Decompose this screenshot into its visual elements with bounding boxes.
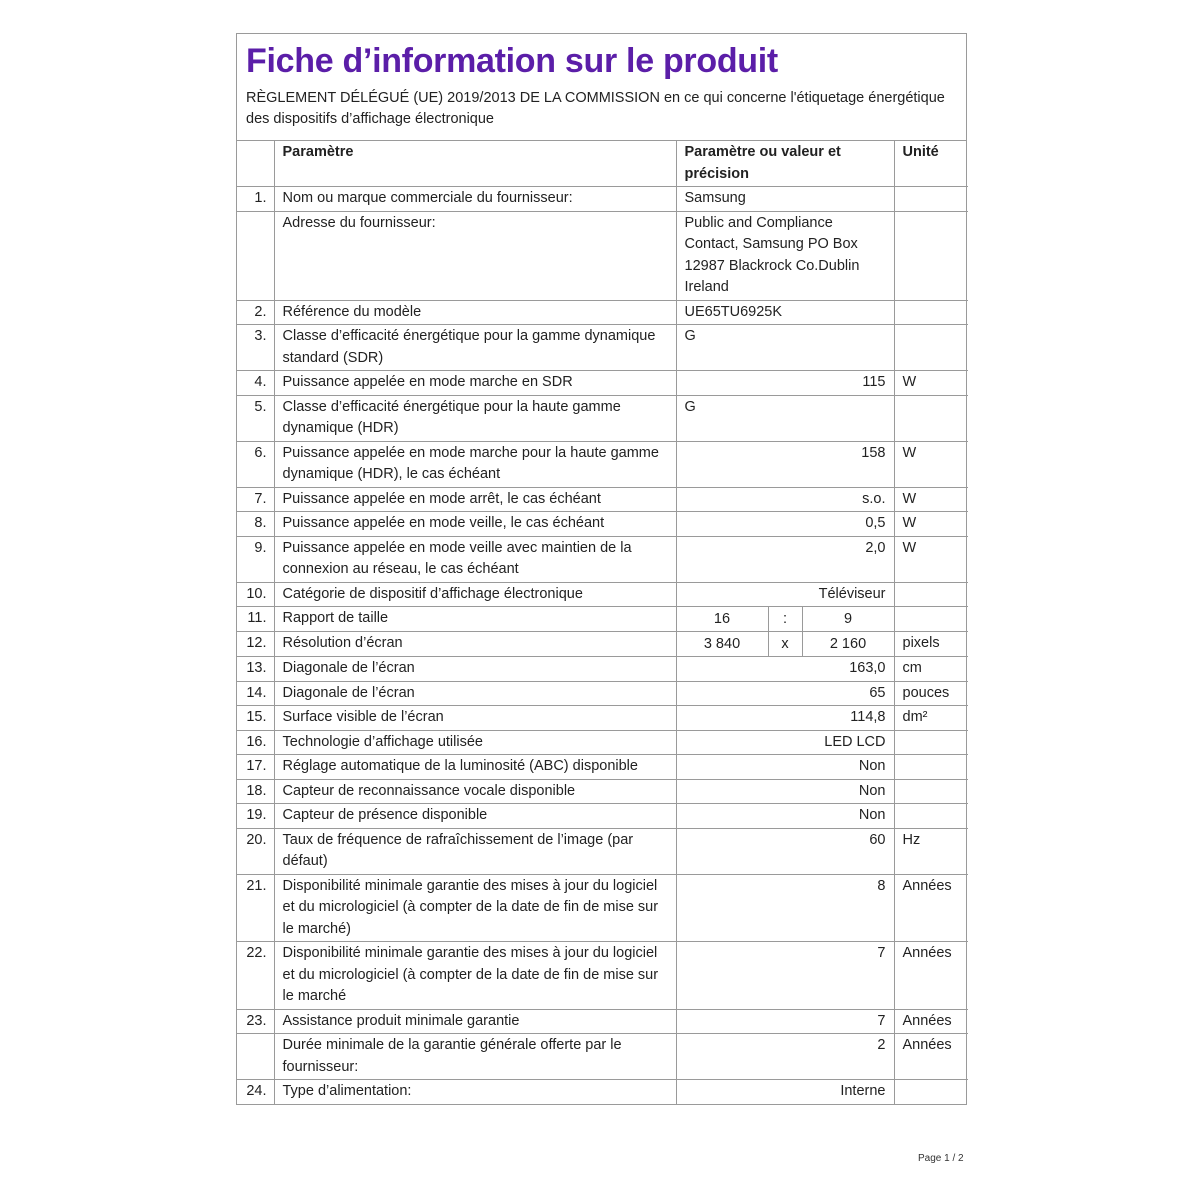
page-title: Fiche d’information sur le produit <box>246 42 778 80</box>
table-row <box>237 371 968 396</box>
row-value: Public and Compliance Contact, Samsung PO Box 12987 Blackrock Co.Dublin Ireland <box>676 211 894 300</box>
row-value: LED LCD <box>676 730 894 755</box>
row-unit: W <box>894 536 968 582</box>
row-value <box>676 632 894 657</box>
row-parameter: Catégorie de dispositif d’affichage électronique <box>274 582 676 607</box>
row-value: 2,0 <box>676 536 894 582</box>
header-unit: Unité <box>894 141 968 187</box>
row-parameter: Capteur de présence disponible <box>274 804 676 829</box>
row-value: 114,8 <box>676 706 894 731</box>
row-value: G <box>676 395 894 441</box>
row-number: 21. <box>237 874 274 942</box>
row-value: G <box>676 325 894 371</box>
row-unit: W <box>894 487 968 512</box>
table-row <box>237 512 968 537</box>
row-unit <box>894 1080 968 1104</box>
row-number: 6. <box>237 441 274 487</box>
row-number <box>237 211 274 300</box>
row-parameter: Classe d’efficacité énergétique pour la haute gamme dynamique (HDR) <box>274 395 676 441</box>
row-parameter: Type d’alimentation: <box>274 1080 676 1104</box>
row-parameter: Durée minimale de la garantie générale offerte par le fournisseur: <box>274 1034 676 1080</box>
parameters-table <box>237 141 968 1104</box>
row-parameter: Disponibilité minimale garantie des mises à jour du logiciel et du micrologiciel (à compter de la date de fin de mise sur le marché <box>274 942 676 1010</box>
row-value-second: 9 <box>843 611 853 627</box>
table-row <box>237 632 968 657</box>
row-number: 8. <box>237 512 274 537</box>
row-value-second: 2 160 <box>829 636 867 652</box>
row-parameter: Puissance appelée en mode arrêt, le cas échéant <box>274 487 676 512</box>
row-unit: Années <box>894 1034 968 1080</box>
row-unit: W <box>894 371 968 396</box>
row-value-first: 16 <box>677 607 769 631</box>
row-number: 9. <box>237 536 274 582</box>
row-number: 1. <box>237 187 274 212</box>
row-number <box>237 1034 274 1080</box>
table-row <box>237 187 968 212</box>
table-row <box>237 942 968 1010</box>
row-value: Interne <box>676 1080 894 1104</box>
row-number: 19. <box>237 804 274 829</box>
row-number: 2. <box>237 300 274 325</box>
row-value: Non <box>676 755 894 780</box>
row-unit <box>894 804 968 829</box>
row-number: 16. <box>237 730 274 755</box>
table-row <box>237 582 968 607</box>
row-number: 10. <box>237 582 274 607</box>
row-value-separator: : <box>769 607 803 631</box>
table-header-row <box>237 141 968 187</box>
row-parameter: Diagonale de l’écran <box>274 657 676 682</box>
row-value: 8 <box>676 874 894 942</box>
row-unit: W <box>894 512 968 537</box>
row-parameter: Nom ou marque commerciale du fournisseur: <box>274 187 676 212</box>
parameters-table-body <box>237 141 968 1104</box>
row-parameter: Disponibilité minimale garantie des mises à jour du logiciel et du micrologiciel (à compter de la date de fin de mise sur le marché) <box>274 874 676 942</box>
row-unit <box>894 730 968 755</box>
row-parameter: Taux de fréquence de rafraîchissement de l’image (par défaut) <box>274 828 676 874</box>
row-value: 65 <box>676 681 894 706</box>
table-row <box>237 755 968 780</box>
row-unit: Années <box>894 1009 968 1034</box>
row-parameter: Résolution d’écran <box>274 632 676 657</box>
row-unit <box>894 607 968 632</box>
row-value-first: 3 840 <box>677 632 769 656</box>
table-row <box>237 536 968 582</box>
row-unit: Années <box>894 874 968 942</box>
table-row <box>237 1080 968 1104</box>
header-num-cell <box>237 141 274 187</box>
table-row <box>237 395 968 441</box>
row-unit: pouces <box>894 681 968 706</box>
row-value-split <box>677 632 894 656</box>
row-value: UE65TU6925K <box>676 300 894 325</box>
row-number: 5. <box>237 395 274 441</box>
table-row <box>237 487 968 512</box>
row-value: 2 <box>676 1034 894 1080</box>
table-row <box>237 607 968 632</box>
row-number: 4. <box>237 371 274 396</box>
row-number: 7. <box>237 487 274 512</box>
table-row <box>237 300 968 325</box>
row-number: 14. <box>237 681 274 706</box>
page-number: Page 1 / 2 <box>918 1153 964 1164</box>
table-row <box>237 730 968 755</box>
row-unit <box>894 395 968 441</box>
row-unit <box>894 582 968 607</box>
row-unit <box>894 779 968 804</box>
row-unit <box>894 325 968 371</box>
row-value-split <box>677 607 894 631</box>
row-parameter: Rapport de taille <box>274 607 676 632</box>
row-parameter: Référence du modèle <box>274 300 676 325</box>
table-row <box>237 828 968 874</box>
row-unit: W <box>894 441 968 487</box>
row-value: 115 <box>676 371 894 396</box>
row-number: 17. <box>237 755 274 780</box>
row-parameter: Surface visible de l’écran <box>274 706 676 731</box>
table-row <box>237 211 968 300</box>
row-parameter: Classe d’efficacité énergétique pour la gamme dynamique standard (SDR) <box>274 325 676 371</box>
row-parameter: Puissance appelée en mode veille avec maintien de la connexion au réseau, le cas échéant <box>274 536 676 582</box>
table-row <box>237 681 968 706</box>
table-row <box>237 657 968 682</box>
table-row <box>237 706 968 731</box>
sheet-header <box>237 34 966 141</box>
table-row <box>237 804 968 829</box>
row-parameter: Puissance appelée en mode marche pour la haute gamme dynamique (HDR), le cas échéant <box>274 441 676 487</box>
row-unit: Années <box>894 942 968 1010</box>
table-row <box>237 779 968 804</box>
table-row <box>237 325 968 371</box>
row-unit: Hz <box>894 828 968 874</box>
row-unit <box>894 211 968 300</box>
row-value: 163,0 <box>676 657 894 682</box>
row-parameter: Technologie d’affichage utilisée <box>274 730 676 755</box>
row-unit: cm <box>894 657 968 682</box>
row-parameter: Adresse du fournisseur: <box>274 211 676 300</box>
row-unit <box>894 187 968 212</box>
row-value: s.o. <box>676 487 894 512</box>
table-row <box>237 1009 968 1034</box>
row-parameter: Réglage automatique de la luminosité (ABC) disponible <box>274 755 676 780</box>
row-unit: pixels <box>894 632 968 657</box>
row-value: Téléviseur <box>676 582 894 607</box>
row-value: 7 <box>676 1009 894 1034</box>
row-value: 158 <box>676 441 894 487</box>
row-unit: dm² <box>894 706 968 731</box>
table-row <box>237 1034 968 1080</box>
row-unit <box>894 755 968 780</box>
product-information-sheet <box>236 33 967 1105</box>
row-number: 12. <box>237 632 274 657</box>
row-number: 11. <box>237 607 274 632</box>
row-parameter: Puissance appelée en mode veille, le cas échéant <box>274 512 676 537</box>
row-value: 7 <box>676 942 894 1010</box>
row-parameter: Puissance appelée en mode marche en SDR <box>274 371 676 396</box>
row-value <box>676 607 894 632</box>
row-parameter: Capteur de reconnaissance vocale disponible <box>274 779 676 804</box>
row-number: 15. <box>237 706 274 731</box>
regulation-text: RÈGLEMENT DÉLÉGUÉ (UE) 2019/2013 DE LA COMMISSION en ce qui concerne l'étiquetage énergétique des dispositifs d’affichage électronique <box>246 90 945 127</box>
row-number: 24. <box>237 1080 274 1104</box>
row-number: 23. <box>237 1009 274 1034</box>
row-number: 22. <box>237 942 274 1010</box>
row-value-separator: x <box>769 632 803 656</box>
row-value: 0,5 <box>676 512 894 537</box>
row-value: Non <box>676 804 894 829</box>
row-number: 18. <box>237 779 274 804</box>
table-row <box>237 441 968 487</box>
row-unit <box>894 300 968 325</box>
row-parameter: Diagonale de l’écran <box>274 681 676 706</box>
row-value: Samsung <box>676 187 894 212</box>
header-parameter: Paramètre <box>274 141 676 187</box>
row-number: 13. <box>237 657 274 682</box>
row-value: Non <box>676 779 894 804</box>
table-row <box>237 874 968 942</box>
row-value: 60 <box>676 828 894 874</box>
header-value: Paramètre ou valeur et précision <box>676 141 894 187</box>
row-number: 20. <box>237 828 274 874</box>
row-parameter: Assistance produit minimale garantie <box>274 1009 676 1034</box>
row-number: 3. <box>237 325 274 371</box>
